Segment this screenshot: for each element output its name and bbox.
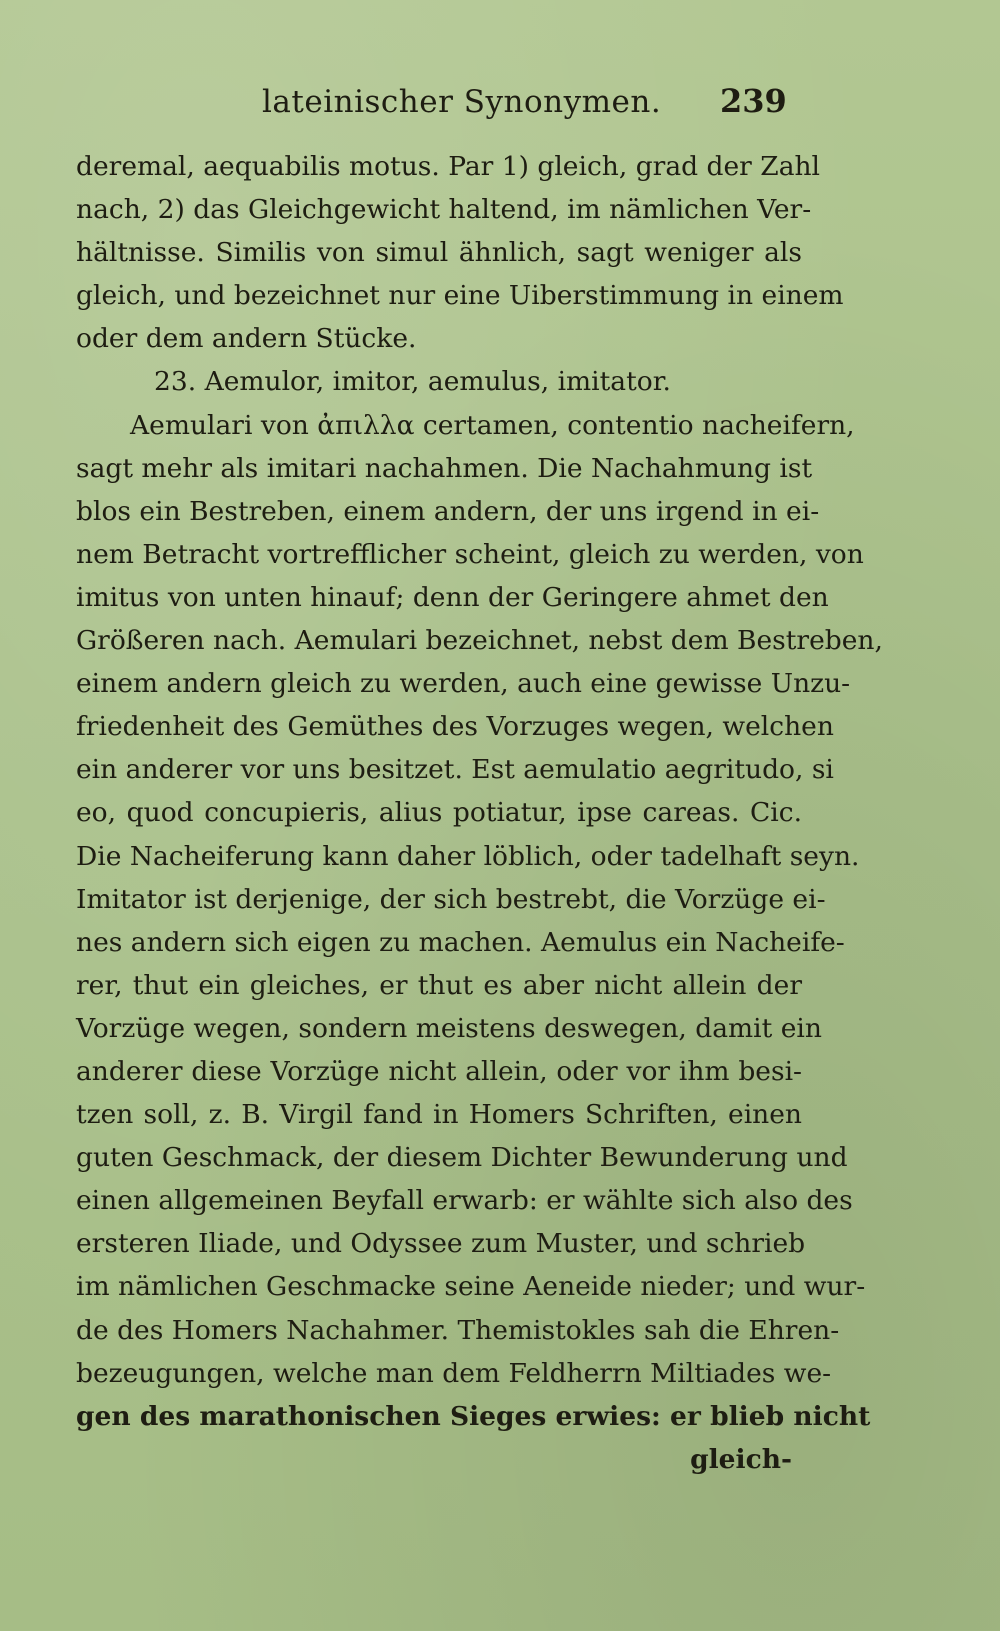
text-line: friedenheit des Gemüthes des Vorzuges wegen, welchen bbox=[76, 711, 834, 743]
text-line: oder dem andern Stücke. bbox=[76, 323, 417, 355]
text-line: rer, thut ein gleiches, er thut es aber nicht allein der bbox=[76, 969, 802, 1001]
body-text bbox=[76, 145, 883, 1481]
text-line: ersteren Iliade, und Odyssee zum Muster, und schrieb bbox=[76, 1228, 806, 1260]
text-line: sagt mehr als imitari nachahmen. Die Nachahmung ist bbox=[76, 452, 813, 484]
text-line: guten Geschmack, der diesem Dichter Bewunderung und bbox=[76, 1142, 848, 1174]
text-line: de des Homers Nachahmer. Themistokles sah die Ehren- bbox=[76, 1314, 840, 1346]
page-header bbox=[0, 78, 1000, 122]
text-line: deremal, aequabilis motus. Par 1) gleich, grad der Zahl bbox=[76, 151, 821, 182]
text-line: Aemulari von ἀπιλλα certamen, contentio nacheifern, bbox=[130, 409, 855, 441]
text-line: nem Betracht vortrefflicher scheint, gleich zu werden, von bbox=[76, 538, 864, 570]
text-line: nes andern sich eigen zu machen. Aemulus ein Nacheife- bbox=[76, 926, 845, 958]
text-line: anderer diese Vorzüge nicht allein, oder vor ihm besi- bbox=[76, 1055, 802, 1087]
text-line: gleich, und bezeichnet nur eine Uiberstimmung in einem bbox=[76, 280, 844, 312]
running-title: lateinischer Synonymen. bbox=[262, 84, 662, 120]
text-line: hältnisse. Similis von simul ähnlich, sagt weniger als bbox=[76, 237, 802, 269]
page-number: 239 bbox=[720, 82, 787, 120]
catchword: gleich- bbox=[690, 1443, 792, 1475]
text-line: im nämlichen Geschmacke seine Aeneide nieder; und wur- bbox=[76, 1271, 866, 1303]
text-line: einem andern gleich zu werden, auch eine gewisse Unzu- bbox=[76, 668, 851, 700]
text-line: einen allgemeinen Beyfall erwarb: er wählte sich also des bbox=[76, 1185, 853, 1217]
section-heading: 23. Aemulor, imitor, aemulus, imitator. bbox=[154, 366, 671, 398]
text-line: bezeugungen, welche man dem Feldherrn Miltiades we- bbox=[76, 1357, 832, 1389]
text-line: Die Nacheiferung kann daher löblich, oder tadelhaft seyn. bbox=[76, 840, 860, 872]
text-line: eo, quod concupieris, alius potiatur, ipse careas. Cic. bbox=[76, 797, 802, 829]
text-line: tzen soll, z. B. Virgil fand in Homers Schriften, einen bbox=[76, 1099, 802, 1131]
text-line: blos ein Bestreben, einem andern, der uns irgend in ei- bbox=[76, 495, 820, 527]
text-line: Vorzüge wegen, sondern meistens deswegen, damit ein bbox=[76, 1012, 822, 1044]
text-line: Imitator ist derjenige, der sich bestrebt, die Vorzüge ei- bbox=[76, 883, 826, 915]
text-line: imitus von unten hinauf; denn der Geringere ahmet den bbox=[76, 581, 829, 613]
text-line: nach, 2) das Gleichgewicht haltend, im nämlichen Ver- bbox=[76, 194, 812, 226]
text-line: gen des marathonischen Sieges erwies: er blieb nicht bbox=[76, 1400, 871, 1432]
text-line: Größeren nach. Aemulari bezeichnet, nebst dem Bestreben, bbox=[76, 625, 883, 657]
text-line: ein anderer vor uns besitzet. Est aemulatio aegritudo, si bbox=[76, 754, 834, 786]
